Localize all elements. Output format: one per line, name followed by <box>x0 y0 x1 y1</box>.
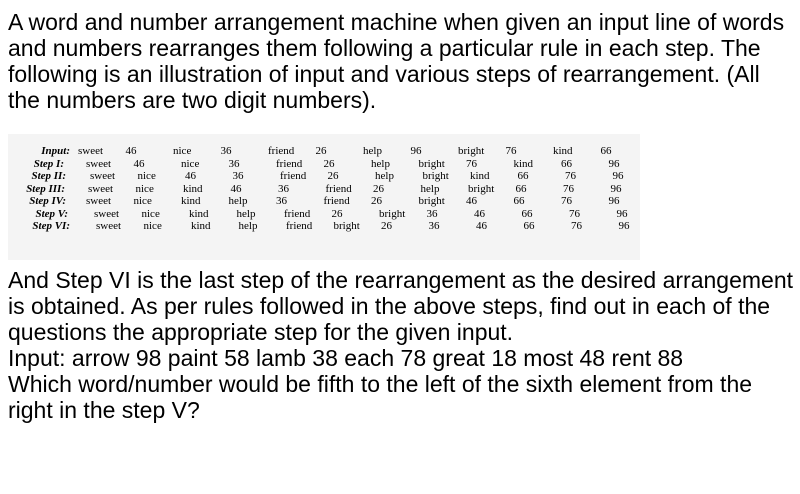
step-item: bright <box>418 195 445 207</box>
step-item: 26 <box>371 195 382 207</box>
step-item: 76 <box>565 170 576 182</box>
step-item: nice <box>137 170 156 182</box>
step-item: 76 <box>571 220 582 232</box>
step-item: friend <box>268 145 295 157</box>
step-item: 66 <box>523 220 535 232</box>
step-item: 76 <box>561 195 572 207</box>
step-item: 46 <box>133 157 145 170</box>
arrangement-steps-image <box>8 134 640 260</box>
step-item: kind <box>513 157 534 170</box>
step-item: 66 <box>517 170 529 182</box>
step-item: sweet <box>86 157 112 170</box>
step-item: sweet <box>86 195 112 207</box>
step-item: kind <box>470 170 490 182</box>
step-item: nice <box>181 157 200 170</box>
step-item: bright <box>458 145 485 157</box>
step-item: 26 <box>331 207 343 220</box>
step-item: sweet <box>96 220 122 232</box>
intro-paragraph: A word and number arrangement machine when given an input line of words and numbers rearranges them following a particular rule in each step. The following is an illustration of input and various steps of rearrangement. (All the numbers are two digit numbers). <box>8 9 785 113</box>
step-item: 26 <box>323 157 335 170</box>
step-item: kind <box>189 207 209 220</box>
step-item: nice <box>173 145 192 157</box>
step-item: 66 <box>561 157 572 170</box>
step-label: Step I: <box>33 157 64 170</box>
step-item: 36 <box>278 182 289 195</box>
step-item: 96 <box>610 182 622 195</box>
step-item: kind <box>553 145 573 157</box>
step-item: 96 <box>612 170 624 182</box>
step-item: 36 <box>232 170 244 182</box>
step-item: sweet <box>94 207 120 220</box>
step-item: sweet <box>78 145 104 157</box>
step-item: 66 <box>521 207 533 220</box>
instructions-paragraph: And Step VI is the last step of the rearrangement as the desired arrangement is obtained. As per rules followed in the above steps, find out in each of the questions the appropriate step for the given input. <box>8 267 794 345</box>
step-item: help <box>238 220 258 232</box>
step-item: bright <box>468 182 495 195</box>
step-item: sweet <box>90 170 116 182</box>
step-item: friend <box>284 207 311 220</box>
step-item: 26 <box>327 170 339 182</box>
step-label: Step II: <box>31 170 66 182</box>
step-label: Step VI: <box>32 220 70 232</box>
step-item: nice <box>143 220 162 232</box>
step-item: 96 <box>616 207 628 220</box>
step-item: bright <box>422 170 449 182</box>
step-item: help <box>375 170 394 182</box>
step-label: Step IV: <box>29 195 66 207</box>
step-item: help <box>371 157 390 170</box>
step-item: bright <box>379 207 406 220</box>
given-input-line: Input: arrow 98 paint 58 lamb 38 each 78 great 18 most 48 rent 88 <box>8 345 684 371</box>
step-item: 36 <box>428 220 440 232</box>
step-item: 46 <box>185 170 196 182</box>
step-item: 26 <box>381 220 392 232</box>
step-item: 36 <box>228 157 240 170</box>
step-item: 96 <box>410 145 422 157</box>
step-item: 46 <box>230 182 242 195</box>
step-item: 46 <box>125 145 137 157</box>
step-item: 36 <box>276 195 287 207</box>
step-item: sweet <box>88 182 114 195</box>
step-item: 76 <box>563 182 574 195</box>
step-item: friend <box>323 195 350 207</box>
step-item: friend <box>325 182 352 195</box>
step-item: help <box>228 195 248 207</box>
step-item: kind <box>181 195 201 207</box>
step-item: 76 <box>466 157 477 170</box>
step-label: Step V: <box>35 207 68 220</box>
step-item: 76 <box>505 145 517 157</box>
step-item: kind <box>191 220 211 232</box>
step-item: 26 <box>373 182 384 195</box>
step-item: bright <box>418 157 445 170</box>
step-item: 66 <box>515 182 527 195</box>
step-item: friend <box>276 157 303 170</box>
step-item: nice <box>135 182 154 195</box>
step-item: 26 <box>315 145 327 157</box>
step-item: nice <box>141 207 160 220</box>
step-item: 36 <box>220 145 232 157</box>
step-item: 96 <box>608 157 620 170</box>
step-item: help <box>363 145 382 157</box>
step-label: Step III: <box>26 182 65 195</box>
step-item: bright <box>333 220 360 232</box>
step-item: 46 <box>474 207 485 220</box>
step-item: 96 <box>618 220 630 232</box>
step-item: 46 <box>466 195 477 207</box>
question-line: Which word/number would be fifth to the left of the sixth element from the right in the step V? <box>8 371 753 423</box>
step-item: friend <box>280 170 307 182</box>
question-text <box>8 267 794 423</box>
step-label: Input: <box>41 145 70 157</box>
step-item: 66 <box>513 195 525 207</box>
step-item: 76 <box>569 207 580 220</box>
step-item: 96 <box>608 195 620 207</box>
step-item: 46 <box>476 220 487 232</box>
step-row <box>8 220 640 234</box>
step-item: 36 <box>426 207 438 220</box>
step-item: help <box>236 207 256 220</box>
step-item: nice <box>133 195 152 207</box>
step-item: help <box>420 182 440 195</box>
step-item: kind <box>183 182 203 195</box>
step-item: friend <box>286 220 313 232</box>
step-item: 66 <box>600 145 612 157</box>
